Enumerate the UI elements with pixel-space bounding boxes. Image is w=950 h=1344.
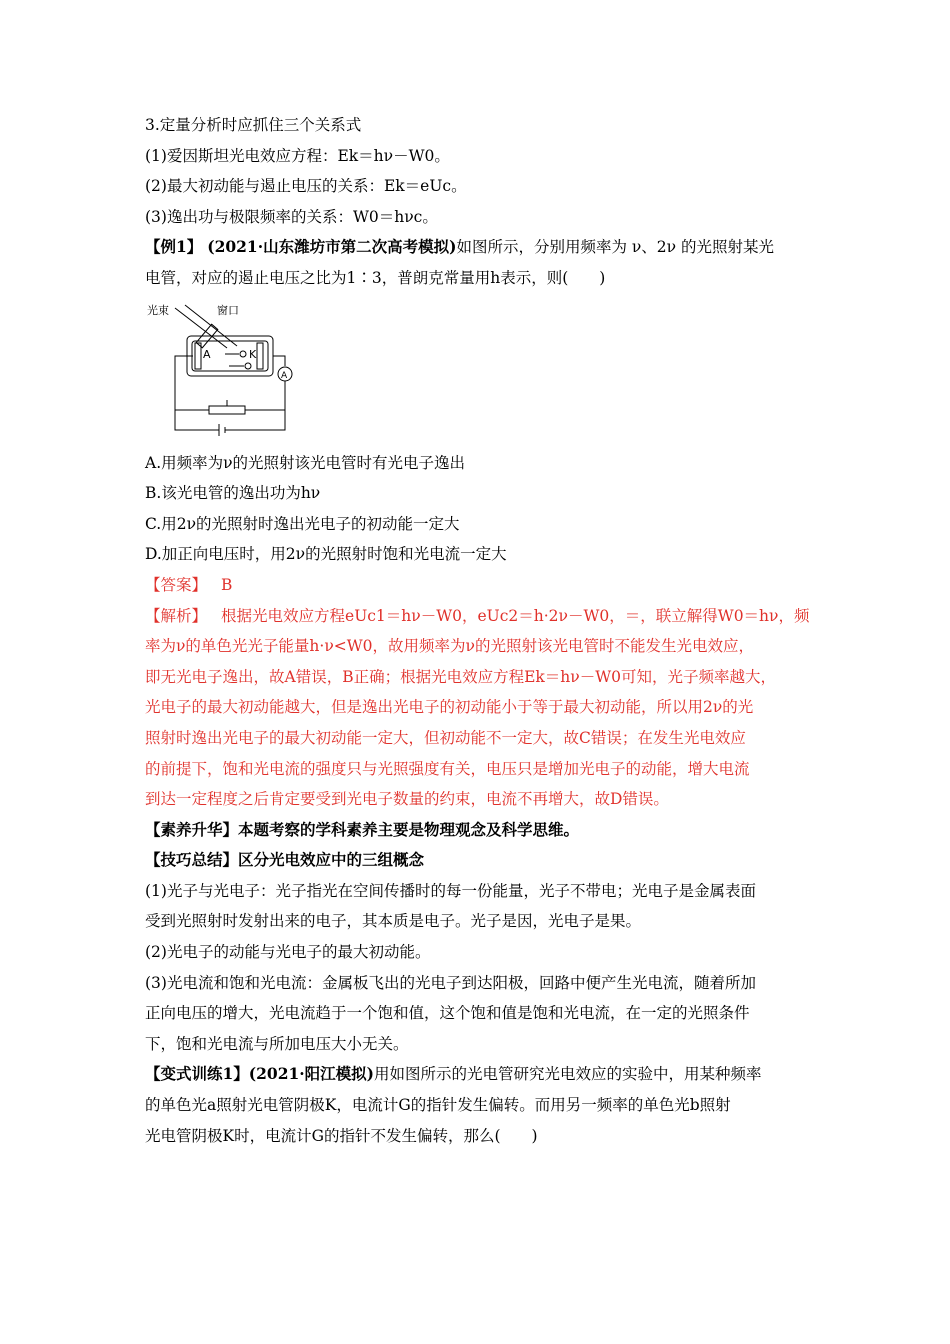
wire-right-bottom: [245, 381, 285, 410]
analysis-line-7: 到达一定程度之后肯定要受到光电子数量的约束，电流不再增大，故D错误。: [145, 790, 669, 809]
rheostat: [209, 406, 245, 414]
tips-title: 【技巧总结】区分光电效应中的三组概念: [145, 850, 425, 870]
beam-label: 光束: [147, 303, 169, 317]
relation-1: [145, 141, 810, 172]
option-b: B.该光电管的逸出功为hν: [145, 484, 321, 503]
tips-p3-line-2: 正向电压的增大，光电流趋于一个饱和值，这个饱和值是饱和光电流，在一定的光照条件: [145, 1004, 750, 1023]
example-1-source: (2021·山东潍坊市第二次高考模拟): [207, 237, 457, 257]
tips-p3-line-3: 下，饱和光电流与所加电压大小无关。: [145, 1034, 409, 1053]
relation-2-equation: Ek＝eUc。: [383, 177, 467, 196]
analysis-line-5: 照射时逸出光电子的最大初动能一定大，但初动能不一定大，故C错误；在发生光电效应: [145, 728, 746, 747]
analysis-line-2: 率为ν的单色光光子能量h·ν<W0，故用频率为ν的光照射该光电管时不能发生光电效应，: [145, 637, 754, 656]
example-1-stem-line1: [145, 232, 810, 263]
phototube-circuit-diagram: [145, 300, 305, 440]
example-1-stem-b: 电管，对应的遏止电压之比为1∶3，普朗克常量用h表示，则( ): [145, 268, 606, 287]
ammeter-label: A: [281, 370, 288, 381]
example-1-stem-a: 如图所示，分别用频率为 ν、2ν 的光照射某光: [456, 238, 775, 257]
anode-label: A: [203, 347, 211, 361]
variant-line-1: [145, 1059, 810, 1090]
variant-line-2: 的单色光a照射光电管阴极K，电流计G的指针发生偏转。而用另一频率的单色光b照射: [145, 1096, 731, 1115]
example-1-tag: 【例1】: [145, 237, 203, 257]
relation-1-equation: Ek＝hν－W0。: [337, 146, 450, 165]
analysis-line-6: 的前提下，饱和光电流的强度只与光照强度有关，电压只是增加光电子的动能，增大电流: [145, 759, 750, 778]
relation-2: [145, 171, 810, 202]
tips-p3-line-1: (3)光电流和饱和光电流：金属板飞出的光电子到达阳极，回路中便产生光电流，随着所加: [145, 973, 756, 992]
answer-tag: 【答案】: [145, 575, 208, 594]
anode-plate: [195, 343, 201, 369]
wire-right-top: [273, 356, 285, 366]
option-a: A.用频率为ν的光照射该光电管时有光电子逸出: [145, 453, 466, 472]
variant-source: (2021·阳江模拟): [248, 1064, 375, 1084]
electron-2: [245, 363, 251, 369]
option-c: C.用2ν的光照射时逸出光电子的初动能一定大: [145, 514, 460, 533]
variant-line-3: 光电管阴极K时，电流计G的指针不发生偏转，那么( ): [145, 1126, 538, 1145]
analysis-line-3: 即无光电子逸出，故A错误，B正确；根据光电效应方程Ek＝hν－W0可知，光子频率越大，: [145, 667, 776, 686]
option-d: D.加正向电压时，用2ν的光照射时饱和光电流一定大: [145, 545, 507, 564]
tips-p2: (2)光电子的动能与光电子的最大初动能。: [145, 943, 431, 962]
relation-3-label: (3)逸出功与极限频率的关系：: [145, 207, 353, 226]
tips-p1-line-1: (1)光子与光电子：光子指光在空间传播时的每一份能量，光子不带电；光电子是金属表面: [145, 881, 756, 900]
analysis-tag: 【解析】: [145, 606, 208, 625]
relation-3-equation: W0＝hνc。: [352, 207, 438, 226]
window-label: 窗口: [217, 303, 239, 317]
analysis-text-1: 根据光电效应方程eUc1＝hν－W0，eUc2＝h·2ν－W0，＝，联立解得W0＝hν，频: [221, 606, 810, 625]
analysis-line-1: [145, 601, 810, 632]
section-heading: 3.定量分析时应抓住三个关系式: [145, 116, 362, 134]
variant-text-1: 用如图所示的光电管研究光电效应的实验中，用某种频率: [374, 1065, 762, 1084]
answer-value: B: [221, 575, 233, 594]
relation-3: [145, 202, 810, 233]
document-page: [145, 110, 810, 1151]
relation-2-label: (2)最大初动能与遏止电压的关系：: [145, 177, 384, 196]
analysis-line-4: 光电子的最大初动能越大，但是逸出光电子的初动能小于等于最大初动能，所以用2ν的光: [145, 698, 754, 717]
tube-outer: [187, 336, 273, 376]
tips-p1-line-2: 受到光照射时发射出来的电子，其本质是电子。光子是因，光电子是果。: [145, 912, 642, 931]
variant-tag: 【变式训练1】: [145, 1064, 249, 1084]
cathode-plate: [257, 343, 263, 369]
cathode-label: K: [249, 347, 257, 361]
relation-1-label: (1)爱因斯坦光电效应方程：: [145, 146, 338, 165]
literacy-summary: 【素养升华】本题考察的学科素养主要是物理观念及科学思维。: [145, 819, 580, 839]
electron-1: [240, 351, 246, 357]
answer-line: [145, 570, 810, 601]
